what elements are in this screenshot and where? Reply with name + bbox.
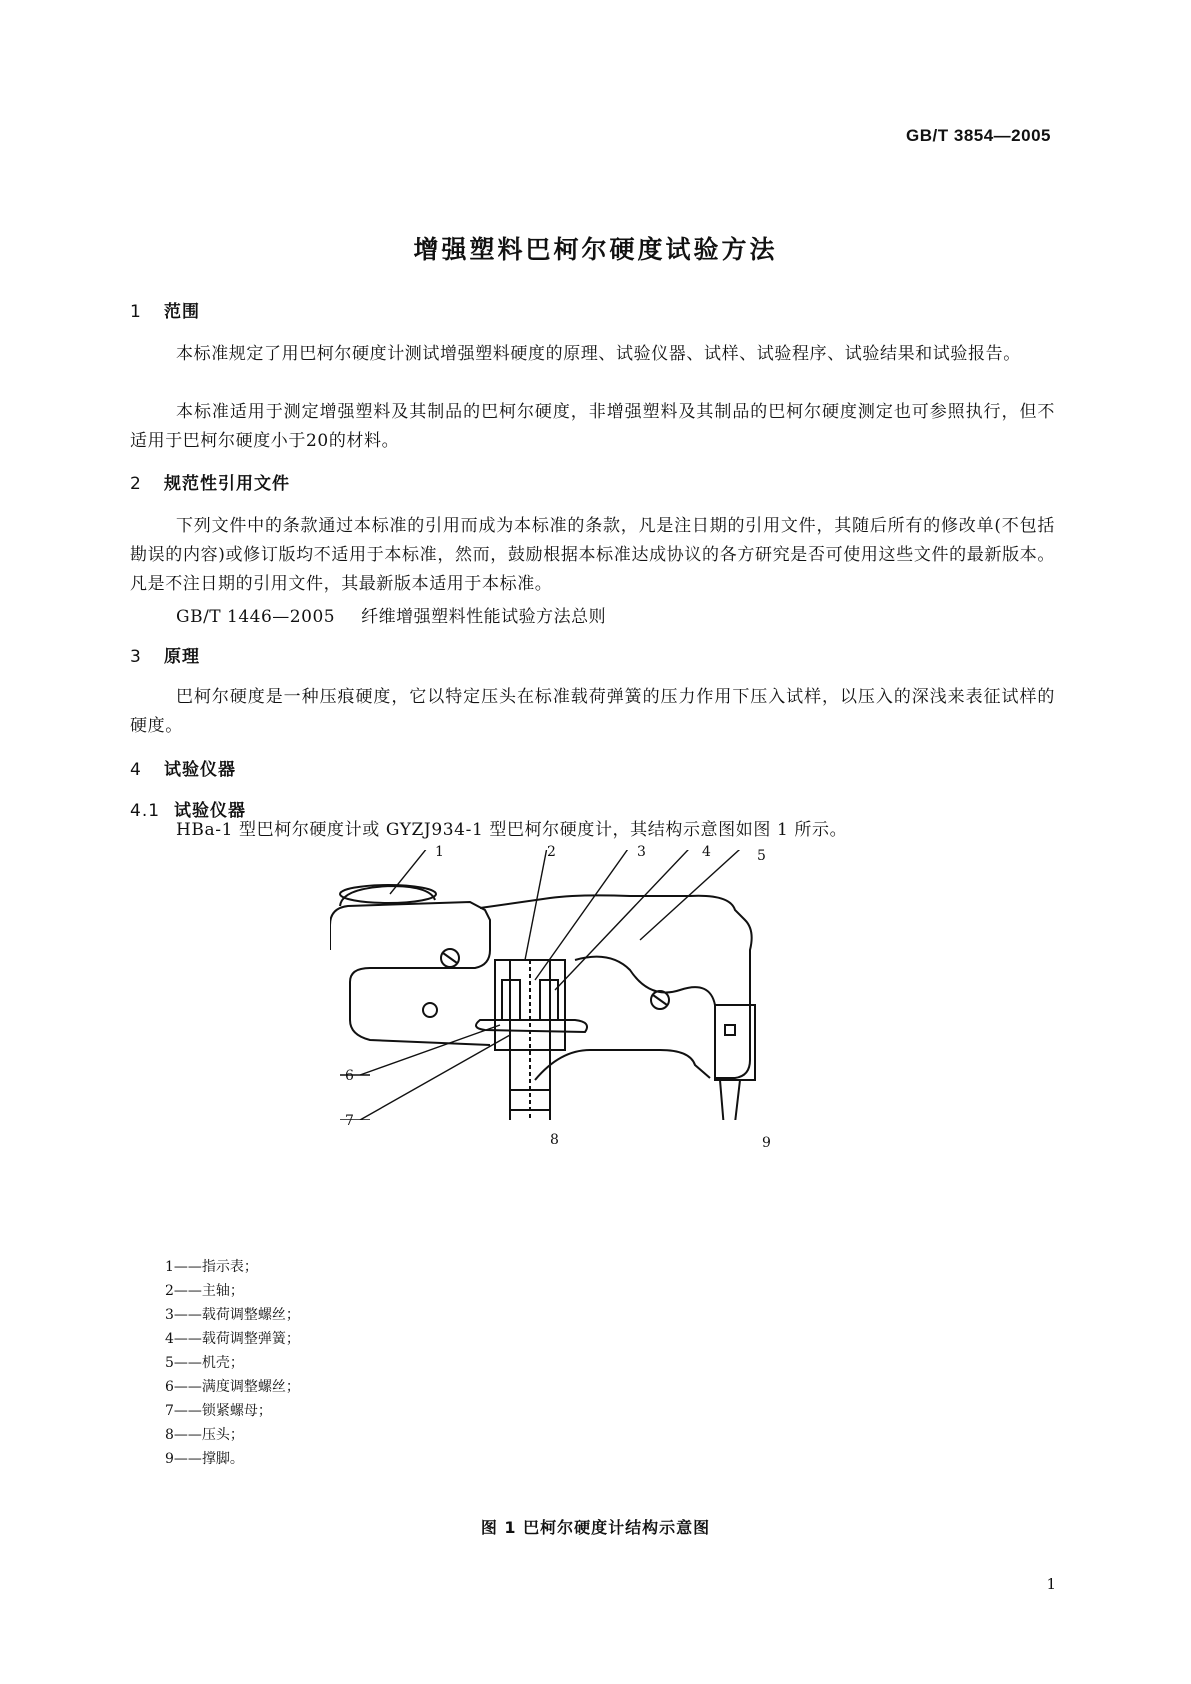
legend-item: 8——压头； <box>165 1427 244 1443</box>
section-1-title: 范围 <box>164 302 200 322</box>
section-3-paragraph-1: 巴柯尔硬度是一种压痕硬度，它以特定压头在标准载荷弹簧的压力作用下压入试样，以压入的深浅来表征试样的硬度。 <box>130 687 1055 736</box>
legend-item: 5——机壳； <box>165 1355 244 1371</box>
section-1-paragraph-1: 本标准规定了用巴柯尔硬度计测试增强塑料硬度的原理、试验仪器、试样、试验程序、试验结果和试验报告。 <box>176 344 1021 364</box>
section-4-1-title: 试验仪器 <box>174 801 246 821</box>
normative-reference <box>176 602 606 627</box>
legend-item: 1——指示表； <box>165 1259 258 1275</box>
callout-6: 6 <box>345 1068 354 1084</box>
legend-item: 4——载荷调整弹簧； <box>165 1331 300 1347</box>
figure-legend <box>165 1255 300 1471</box>
standard-code: GB/T 3854—2005 <box>906 126 1051 145</box>
document-title: 增强塑料巴柯尔硬度试验方法 <box>413 235 778 264</box>
section-2-title: 规范性引用文件 <box>164 474 290 494</box>
figure-callouts <box>330 844 800 1170</box>
section-3-number: 3 <box>130 647 142 667</box>
legend-item: 7——锁紧螺母； <box>165 1403 272 1419</box>
section-4-heading <box>130 755 236 780</box>
section-1-heading <box>130 297 200 322</box>
section-2-paragraph-1: 下列文件中的条款通过本标准的引用而成为本标准的条款，凡是注日期的引用文件，其随后所有的修改单(不包括勘误的内容)或修订版均不适用于本标准，然而，鼓励根据本标准达成协议的各方研究是否可使用这些文件的最新版本。凡是不注日期的引用文件，其最新版本适用于本标准。 <box>130 516 1055 594</box>
section-3-title: 原理 <box>164 647 200 667</box>
section-1-number: 1 <box>130 302 142 322</box>
legend-item: 9——撑脚。 <box>165 1451 244 1467</box>
section-4-title: 试验仪器 <box>164 760 236 780</box>
callout-4: 4 <box>702 844 711 860</box>
callout-8: 8 <box>550 1132 559 1148</box>
callout-5: 5 <box>757 848 766 864</box>
callout-9: 9 <box>762 1135 771 1151</box>
callout-1: 1 <box>435 844 444 860</box>
page-number: 1 <box>1046 1575 1056 1593</box>
figure-caption: 图 1 巴柯尔硬度计结构示意图 <box>480 1518 711 1537</box>
section-4-1-paragraph: HBa-1 型巴柯尔硬度计或 GYZJ934-1 型巴柯尔硬度计，其结构示意图如图 1 所示。 <box>176 820 848 840</box>
section-3-heading <box>130 642 200 667</box>
callout-3: 3 <box>637 844 646 860</box>
callout-2: 2 <box>547 844 556 860</box>
legend-item: 6——满度调整螺丝； <box>165 1379 300 1395</box>
legend-item: 3——载荷调整螺丝； <box>165 1307 300 1323</box>
section-4-1-number: 4.1 <box>130 801 161 821</box>
reference-title: 纤维增强塑料性能试验方法总则 <box>361 607 607 627</box>
section-2-heading <box>130 469 290 494</box>
legend-item: 2——主轴； <box>165 1283 244 1299</box>
reference-code: GB/T 1446—2005 <box>176 607 336 627</box>
section-1-paragraph-2: 本标准适用于测定增强塑料及其制品的巴柯尔硬度，非增强塑料及其制品的巴柯尔硬度测定也可参照执行，但不适用于巴柯尔硬度小于20的材料。 <box>130 402 1055 451</box>
section-2-number: 2 <box>130 474 142 494</box>
section-4-number: 4 <box>130 760 142 780</box>
callout-7: 7 <box>345 1113 354 1129</box>
